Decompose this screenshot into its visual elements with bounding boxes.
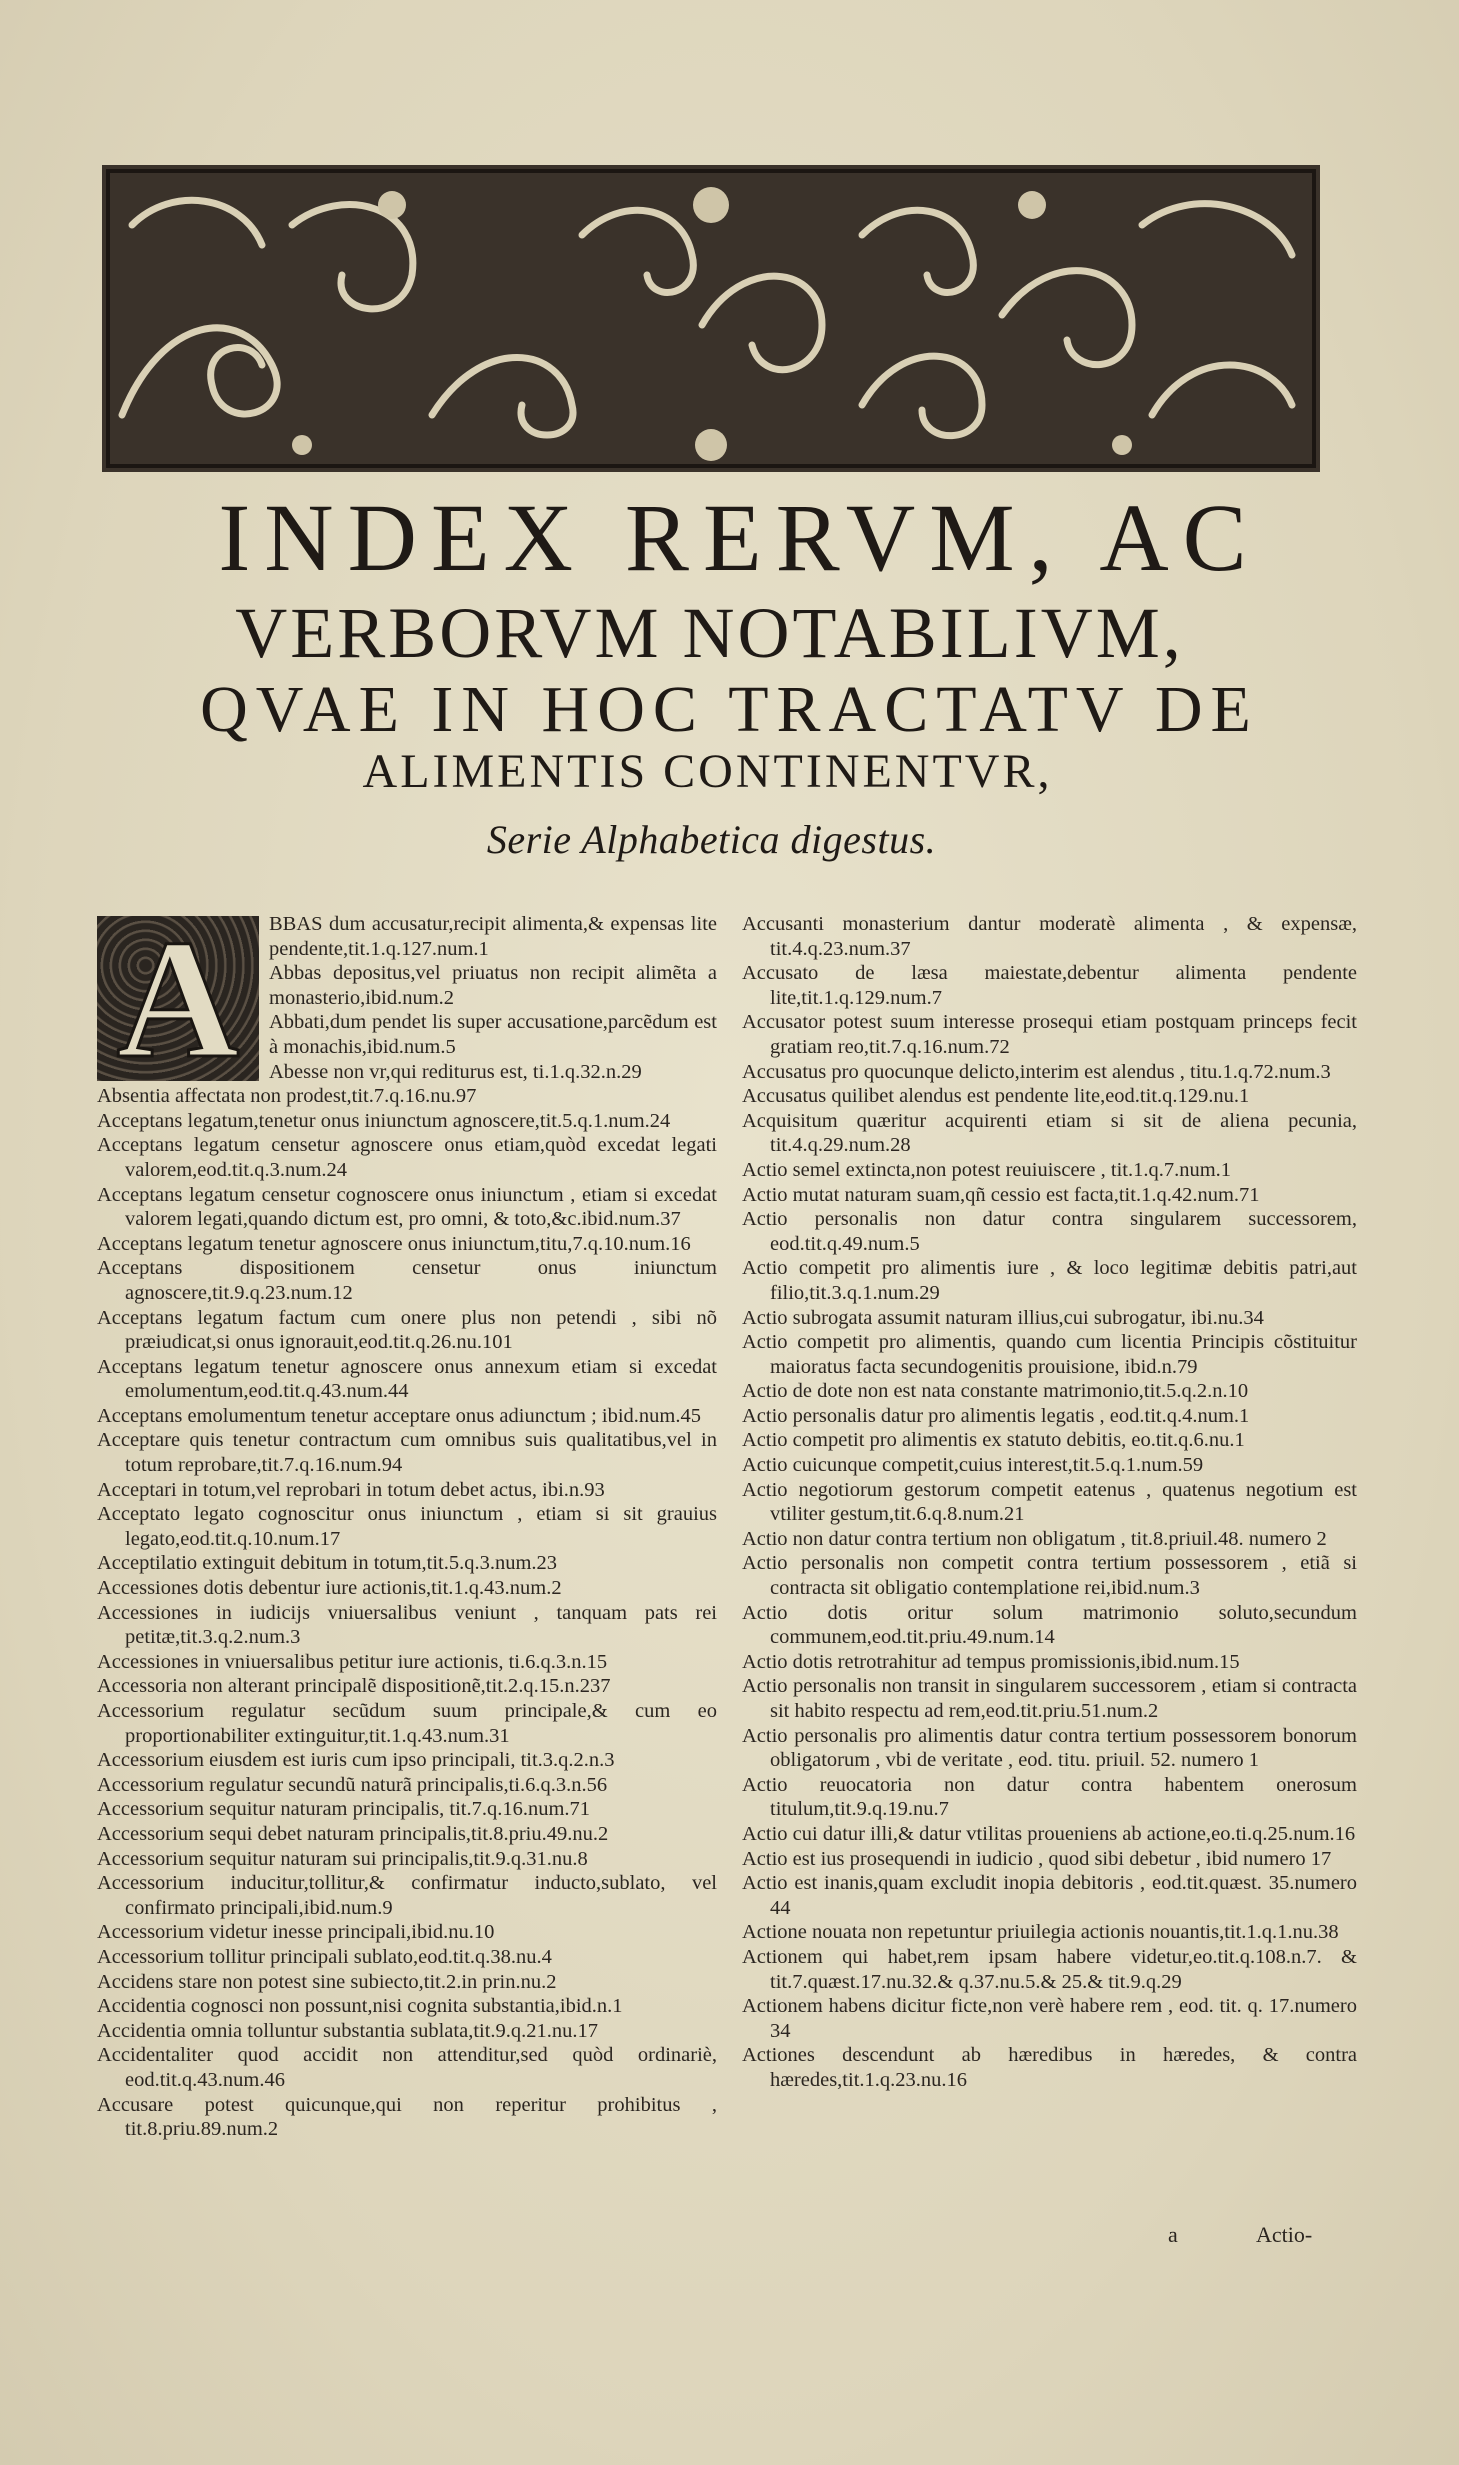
index-entry: Actio subrogata assumit naturam illius,cui subrogatur, ibi.nu.34 <box>742 1306 1264 1329</box>
index-entry: Accusato de læsa maiestate,debentur alimenta pendente lite,tit.1.q.129.num.7 <box>742 962 1357 1009</box>
index-entry: Accusatus pro quocunque delicto,interim est alendus , titu.1.q.72.num.3 <box>742 1060 1331 1083</box>
index-entry: Accessiones dotis debentur iure actionis,tit.1.q.43.num.2 <box>97 1577 562 1600</box>
catchword: Actio- <box>1256 2222 1313 2247</box>
index-entry: Actio mutat naturam suam,qñ cessio est facta,tit.1.q.42.num.71 <box>742 1183 1260 1206</box>
index-entry: Accessorium videtur inesse principali,ibid.nu.10 <box>97 1921 495 1944</box>
index-entry: Accidentia cognosci non possunt,nisi cognita substantia,ibid.n.1 <box>97 1995 623 2018</box>
index-entry: Actio personalis pro alimentis datur contra tertium possessorem bonorum obligatorum , vbi de veritate , eod. titu. priuil. 52. numero 1 <box>742 1724 1357 1772</box>
index-entry: Actio competit pro alimentis ex statuto debitis, eo.tit.q.6.nu.1 <box>742 1429 1245 1452</box>
index-entry: Actio cuicunque competit,cuius interest,tit.5.q.1.num.59 <box>742 1454 1204 1477</box>
index-entry: Actio personalis non competit contra tertium possessorem , etiã si contracta sit obligatio contemplatione rei,ibid.num.3 <box>742 1552 1357 1600</box>
index-entry: Accessorium regulatur secũdum suum principale,& cum eo proportionabiliter extinguitur,tit.1.q.43.num.31 <box>97 1700 717 1747</box>
index-entry: Actio reuocatoria non datur contra habentem onerosum titulum,tit.9.q.19.nu.7 <box>742 1773 1357 1821</box>
index-entry: Actione nouata non repetuntur priuilegia actionis nouantis,tit.1.q.1.nu.38 <box>742 1921 1339 1944</box>
index-entry: Actio personalis non datur contra singularem successorem, eod.tit.q.49.num.5 <box>742 1208 1357 1255</box>
index-entry: Acceptans dispositionem censetur onus iniunctum agnoscere,tit.9.q.23.num.12 <box>97 1257 717 1304</box>
index-entry: Accidentaliter quod accidit non attenditur,sed quòd ordinariè, eod.tit.q.43.num.46 <box>97 2044 717 2091</box>
index-entry: Actio est ius prosequendi in iudicio , quod sibi debetur , ibid numero 17 <box>742 1847 1332 1870</box>
index-entry: Accessiones in iudicijs vniuersalibus veniunt , tanquam pats rei petitæ,tit.3.q.2.num.3 <box>97 1601 717 1649</box>
index-entry: Acceptare quis tenetur contractum cum omnibus suis qualitatibus,vel in totum reprobare,tit.7.q.16.num.94 <box>97 1429 717 1477</box>
index-column-left <box>97 904 717 2142</box>
index-entry: Actio negotiorum gestorum competit eatenus , quatenus negotium est vtiliter gestum,tit.6.q.8.num.21 <box>742 1478 1357 1526</box>
drop-cap-letter: A <box>116 904 240 1093</box>
index-entry: Actio de dote non est nata constante matrimonio,tit.5.q.2.n.10 <box>742 1380 1249 1403</box>
index-entry: Acceptato legato cognoscitur onus iniunctum , etiam si sit grauius legato,eod.tit.q.10.num.17 <box>97 1503 717 1550</box>
index-entry: Accessorium eiusdem est iuris cum ipso principali, tit.3.q.2.n.3 <box>97 1749 615 1772</box>
title-line-1: INDEX RERVM, AC <box>218 484 1261 591</box>
index-entry: Abbas depositus,vel priuatus non recipit alimẽta a monasterio,ibid.num.2 <box>269 962 717 1009</box>
index-entry: Acquisitum quæritur acquirenti etiam si sit de aliena pecunia, tit.4.q.29.num.28 <box>742 1109 1357 1157</box>
index-entry: Actio est inanis,quam excludit inopia debitoris , eod.tit.quæst. 35.numero 44 <box>742 1872 1357 1919</box>
title-line-3: QVAE IN HOC TRACTATV DE <box>200 673 1259 746</box>
index-entry: BBAS dum accusatur,recipit alimenta,& expensas lite pendente,tit.1.q.127.num.1 <box>269 913 717 960</box>
index-entry: Accusanti monasterium dantur moderatè alimenta , & expensæ, tit.4.q.23.num.37 <box>742 913 1357 960</box>
index-entry: Actio competit pro alimentis, quando cum licentia Principis cõstituitur maioratus facta secundogenitis prouisione, ibid.n.79 <box>742 1331 1357 1378</box>
index-column-right <box>742 912 1357 2093</box>
index-entry: Accusator potest suum interesse prosequi etiam postquam princeps fecit gratiam reo,tit.7.q.16.num.72 <box>742 1011 1357 1058</box>
index-entry: Actio dotis oritur solum matrimonio soluto,secundum communem,eod.tit.priu.49.num.14 <box>742 1601 1357 1649</box>
index-entry: Accessorium regulatur secundũ naturã principalis,ti.6.q.3.n.56 <box>97 1773 608 1796</box>
signature-mark: a <box>1168 2222 1178 2247</box>
index-entry: Acceptans legatum tenetur agnoscere onus annexum etiam si excedat emolumentum,eod.tit.q.43.num.44 <box>97 1355 717 1403</box>
index-entry: Actiones descendunt ab hæredibus in hæredes, & contra hæredes,tit.1.q.23.nu.16 <box>742 2044 1357 2091</box>
index-entry: Accidentia omnia tolluntur substantia sublata,tit.9.q.21.nu.17 <box>97 2019 599 2042</box>
index-entry: Actionem habens dicitur ficte,non verè habere rem , eod. tit. q. 17.numero 34 <box>742 1995 1357 2042</box>
index-entry: Actio competit pro alimentis iure , & loco legitimæ debitis patri,aut filio,tit.3.q.1.num.29 <box>742 1257 1357 1304</box>
index-entry: Accessorium sequi debet naturam principalis,tit.8.priu.49.nu.2 <box>97 1822 609 1845</box>
index-entry: Accessorium sequitur naturam principalis, tit.7.q.16.num.71 <box>97 1798 591 1821</box>
index-entry: Accessorium inducitur,tollitur,& confirmatur inducto,sublato, vel confirmato principali,ibid.num.9 <box>97 1872 717 1919</box>
index-entry: Accessorium sequitur naturam sui principalis,tit.9.q.31.nu.8 <box>97 1847 588 1870</box>
index-entry: Abbati,dum pendet lis super accusatione,parcẽdum est à monachis,ibid.num.5 <box>269 1011 717 1058</box>
index-entry: Acceptans legatum tenetur agnoscere onus iniunctum,titu,7.q.10.num.16 <box>97 1232 691 1255</box>
index-entry: Accidens stare non potest sine subiecto,tit.2.in prin.nu.2 <box>97 1970 557 1993</box>
index-entry: Acceptans legatum censetur cognoscere onus iniunctum , etiam si excedat valorem legati,quando dictum est, pro omni, & toto,&c.ibid.num.37 <box>97 1183 717 1231</box>
decorative-headpiece-ornament <box>102 165 1320 472</box>
index-entry: Acceptans emolumentum tenetur acceptare onus adiunctum ; ibid.num.45 <box>97 1404 701 1427</box>
ornamental-drop-cap <box>97 904 259 1093</box>
index-entry: Accessoria non alterant principalẽ dispositionẽ,tit.2.q.15.n.237 <box>97 1675 611 1698</box>
index-entry: Acceptans legatum,tenetur onus iniunctum agnoscere,tit.5.q.1.num.24 <box>97 1109 671 1132</box>
index-entry: Acceptans legatum factum cum onere plus non petendi , sibi nõ præiudicat,si onus ignorauit,eod.tit.q.26.nu.101 <box>97 1306 717 1354</box>
index-entry: Accessiones in vniuersalibus petitur iure actionis, ti.6.q.3.n.15 <box>97 1650 608 1673</box>
title-line-4: ALIMENTIS CONTINENTVR, <box>362 745 1053 798</box>
index-entry: Actio dotis retrotrahitur ad tempus promissionis,ibid.num.15 <box>742 1650 1240 1673</box>
index-entry: Actionem qui habet,rem ipsam habere videtur,eo.tit.q.108.n.7. & tit.7.quæst.17.nu.32.& q.37.nu.5.& 25.& tit.9.q.29 <box>742 1945 1357 1993</box>
index-entry: Actio non datur contra tertium non obligatum , tit.8.priuil.48. numero 2 <box>742 1527 1327 1550</box>
index-entry: Actio semel extincta,non potest reuiuiscere , tit.1.q.7.num.1 <box>742 1158 1232 1181</box>
subtitle: Serie Alphabetica digestus. <box>486 817 937 862</box>
index-entry: Acceptilatio extinguit debitum in totum,tit.5.q.3.num.23 <box>97 1552 558 1575</box>
index-entry: Actio personalis datur pro alimentis legatis , eod.tit.q.4.num.1 <box>742 1404 1250 1427</box>
index-entry: Abesse non vr,qui rediturus est, ti.1.q.32.n.29 <box>269 1060 642 1083</box>
index-entry: Acceptans legatum censetur agnoscere onus etiam,quòd excedat legati valorem,eod.tit.q.3.num.24 <box>97 1134 717 1181</box>
index-entry: Accessorium tollitur principali sublato,eod.tit.q.38.nu.4 <box>97 1945 552 1968</box>
index-entry: Accusatus quilibet alendus est pendente lite,eod.tit.q.129.nu.1 <box>742 1085 1250 1108</box>
index-entry: Actio cui datur illi,& datur vtilitas prouenienѕ ab actione,eo.ti.q.25.num.16 <box>742 1822 1356 1845</box>
index-entry: Accusare potest quicunque,qui non reperitur prohibitus , tit.8.priu.89.num.2 <box>97 2093 717 2141</box>
index-entry: Absentia affectata non prodest,tit.7.q.16.nu.97 <box>97 1085 477 1108</box>
index-entry: Acceptari in totum,vel reprobari in totum debet actus, ibi.n.93 <box>97 1478 605 1501</box>
title-line-2: VERBORVM NOTABILIVM, <box>235 593 1184 673</box>
index-entry: Actio personalis non transit in singularem successorem , etiam si contracta sit habito respectu ad rem,eod.tit.priu.51.num.2 <box>742 1675 1357 1722</box>
